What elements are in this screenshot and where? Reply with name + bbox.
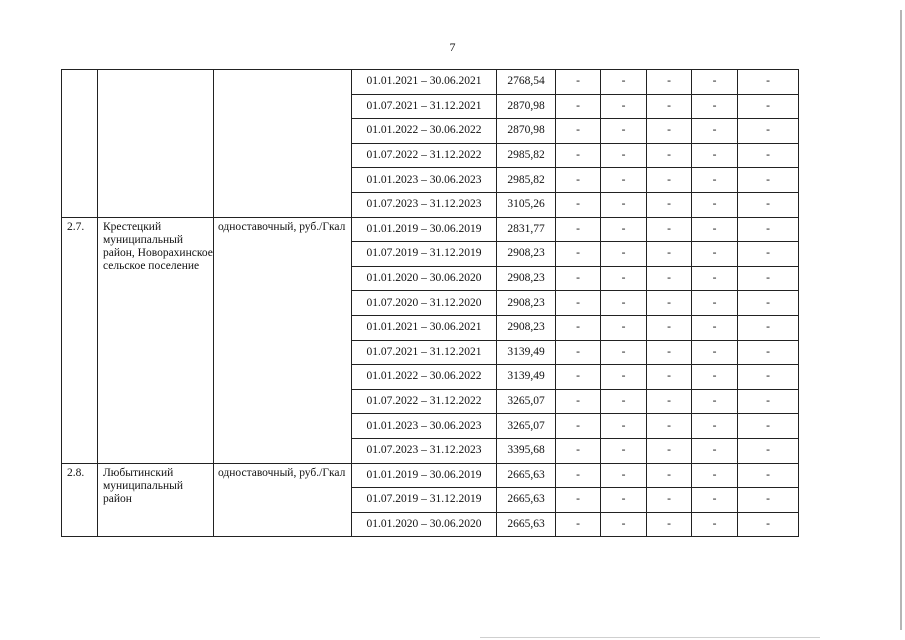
empty-dash-cell: - — [692, 266, 738, 291]
territory-name: Крестецкий муниципальный район, Новорахинское сельское поселение — [98, 217, 214, 463]
empty-dash-cell: - — [601, 315, 647, 340]
period-cell: 01.07.2022 – 31.12.2022 — [352, 143, 497, 168]
tariff-value-cell: 2831,77 — [497, 217, 556, 242]
empty-dash-cell: - — [692, 168, 738, 193]
empty-dash-cell: - — [692, 94, 738, 119]
empty-dash-cell: - — [692, 463, 738, 488]
tariff-value-cell: 2908,23 — [497, 291, 556, 316]
empty-dash-cell: - — [738, 242, 799, 267]
empty-dash-cell: - — [738, 217, 799, 242]
empty-dash-cell: - — [556, 94, 601, 119]
empty-dash-cell: - — [738, 414, 799, 439]
period-cell: 01.01.2019 – 30.06.2019 — [352, 463, 497, 488]
empty-dash-cell: - — [647, 168, 692, 193]
tariff-value-cell: 2665,63 — [497, 512, 556, 537]
empty-dash-cell: - — [556, 217, 601, 242]
period-cell: 01.01.2022 – 30.06.2022 — [352, 119, 497, 144]
empty-dash-cell: - — [692, 365, 738, 390]
scan-bottom-artifact — [480, 637, 820, 638]
period-cell: 01.07.2023 – 31.12.2023 — [352, 192, 497, 217]
empty-dash-cell: - — [556, 119, 601, 144]
period-cell: 01.07.2023 – 31.12.2023 — [352, 438, 497, 463]
tariff-value-cell: 2665,63 — [497, 463, 556, 488]
empty-dash-cell: - — [601, 119, 647, 144]
empty-dash-cell: - — [647, 389, 692, 414]
empty-dash-cell: - — [647, 414, 692, 439]
page-number: 7 — [449, 40, 456, 54]
empty-dash-cell: - — [692, 389, 738, 414]
empty-dash-cell: - — [692, 143, 738, 168]
tariff-value-cell: 3139,49 — [497, 365, 556, 390]
empty-dash-cell: - — [738, 168, 799, 193]
tariff-value-cell: 2985,82 — [497, 168, 556, 193]
empty-dash-cell: - — [647, 119, 692, 144]
empty-dash-cell: - — [556, 315, 601, 340]
period-cell: 01.01.2023 – 30.06.2023 — [352, 168, 497, 193]
tariff-value-cell: 2870,98 — [497, 94, 556, 119]
empty-dash-cell: - — [647, 291, 692, 316]
empty-dash-cell: - — [601, 168, 647, 193]
empty-dash-cell: - — [738, 291, 799, 316]
period-cell: 01.07.2019 – 31.12.2019 — [352, 242, 497, 267]
empty-dash-cell: - — [738, 315, 799, 340]
empty-dash-cell: - — [556, 192, 601, 217]
empty-dash-cell: - — [601, 94, 647, 119]
empty-dash-cell: - — [647, 192, 692, 217]
empty-dash-cell: - — [556, 414, 601, 439]
empty-dash-cell: - — [601, 438, 647, 463]
period-cell: 01.01.2023 – 30.06.2023 — [352, 414, 497, 439]
tariff-value-cell: 2908,23 — [497, 266, 556, 291]
empty-dash-cell: - — [738, 340, 799, 365]
empty-dash-cell: - — [556, 438, 601, 463]
empty-dash-cell: - — [556, 389, 601, 414]
period-cell: 01.01.2022 – 30.06.2022 — [352, 365, 497, 390]
empty-dash-cell: - — [692, 340, 738, 365]
empty-dash-cell: - — [738, 438, 799, 463]
empty-dash-cell: - — [647, 463, 692, 488]
empty-dash-cell: - — [738, 70, 799, 95]
period-cell: 01.07.2019 – 31.12.2019 — [352, 488, 497, 513]
empty-dash-cell: - — [601, 340, 647, 365]
empty-dash-cell: - — [556, 291, 601, 316]
empty-dash-cell: - — [738, 119, 799, 144]
empty-dash-cell: - — [556, 365, 601, 390]
empty-dash-cell: - — [601, 242, 647, 267]
empty-dash-cell: - — [601, 192, 647, 217]
tariff-value-cell: 2985,82 — [497, 143, 556, 168]
empty-dash-cell: - — [601, 488, 647, 513]
empty-dash-cell: - — [601, 365, 647, 390]
empty-dash-cell: - — [601, 512, 647, 537]
empty-dash-cell: - — [601, 70, 647, 95]
tariff-value-cell: 3139,49 — [497, 340, 556, 365]
tariff-value-cell: 3265,07 — [497, 414, 556, 439]
item-number: 2.8. — [62, 463, 98, 537]
period-cell: 01.07.2021 – 31.12.2021 — [352, 340, 497, 365]
empty-dash-cell: - — [692, 192, 738, 217]
empty-dash-cell: - — [601, 291, 647, 316]
period-cell: 01.01.2020 – 30.06.2020 — [352, 512, 497, 537]
empty-dash-cell: - — [738, 266, 799, 291]
empty-dash-cell: - — [738, 463, 799, 488]
tariff-value-cell: 3395,68 — [497, 438, 556, 463]
empty-dash-cell: - — [692, 217, 738, 242]
empty-dash-cell: - — [556, 512, 601, 537]
table-row — [62, 217, 799, 242]
empty-dash-cell: - — [647, 438, 692, 463]
empty-dash-cell: - — [556, 143, 601, 168]
period-cell: 01.01.2021 – 30.06.2021 — [352, 315, 497, 340]
tariff-kind: одноставочный, руб./Гкал — [214, 463, 352, 537]
empty-dash-cell: - — [647, 242, 692, 267]
empty-dash-cell: - — [601, 414, 647, 439]
empty-dash-cell: - — [692, 512, 738, 537]
empty-dash-cell: - — [692, 488, 738, 513]
empty-dash-cell: - — [647, 143, 692, 168]
empty-dash-cell: - — [647, 340, 692, 365]
empty-dash-cell: - — [647, 70, 692, 95]
empty-dash-cell: - — [647, 217, 692, 242]
empty-dash-cell: - — [692, 70, 738, 95]
empty-dash-cell: - — [692, 315, 738, 340]
empty-dash-cell: - — [738, 143, 799, 168]
item-number: 2.7. — [62, 217, 98, 463]
table-row — [62, 70, 799, 95]
empty-dash-cell: - — [738, 389, 799, 414]
empty-dash-cell: - — [601, 463, 647, 488]
table-row — [62, 463, 799, 488]
empty-dash-cell: - — [692, 119, 738, 144]
empty-dash-cell: - — [738, 192, 799, 217]
empty-dash-cell: - — [556, 340, 601, 365]
tariff-value-cell: 2665,63 — [497, 488, 556, 513]
period-cell: 01.07.2021 – 31.12.2021 — [352, 94, 497, 119]
tariff-kind — [214, 70, 352, 218]
period-cell: 01.01.2020 – 30.06.2020 — [352, 266, 497, 291]
empty-dash-cell: - — [601, 389, 647, 414]
tariff-value-cell: 2908,23 — [497, 315, 556, 340]
period-cell: 01.07.2022 – 31.12.2022 — [352, 389, 497, 414]
period-cell: 01.07.2020 – 31.12.2020 — [352, 291, 497, 316]
tariff-value-cell: 3265,07 — [497, 389, 556, 414]
period-cell: 01.01.2019 – 30.06.2019 — [352, 217, 497, 242]
territory-name: Любытинский муниципальный район — [98, 463, 214, 537]
tariff-value-cell: 3105,26 — [497, 192, 556, 217]
tariff-table — [61, 69, 799, 537]
empty-dash-cell: - — [647, 365, 692, 390]
empty-dash-cell: - — [738, 365, 799, 390]
empty-dash-cell: - — [692, 242, 738, 267]
empty-dash-cell: - — [738, 488, 799, 513]
empty-dash-cell: - — [647, 266, 692, 291]
tariff-kind: одноставочный, руб./Гкал — [214, 217, 352, 463]
empty-dash-cell: - — [601, 217, 647, 242]
empty-dash-cell: - — [601, 266, 647, 291]
empty-dash-cell: - — [647, 315, 692, 340]
empty-dash-cell: - — [647, 94, 692, 119]
empty-dash-cell: - — [556, 266, 601, 291]
item-number — [62, 70, 98, 218]
empty-dash-cell: - — [738, 512, 799, 537]
empty-dash-cell: - — [556, 168, 601, 193]
tariff-value-cell: 2768,54 — [497, 70, 556, 95]
period-cell: 01.01.2021 – 30.06.2021 — [352, 70, 497, 95]
scan-edge-artifact — [900, 10, 902, 630]
empty-dash-cell: - — [556, 463, 601, 488]
tariff-value-cell: 2870,98 — [497, 119, 556, 144]
empty-dash-cell: - — [692, 438, 738, 463]
empty-dash-cell: - — [601, 143, 647, 168]
territory-name — [98, 70, 214, 218]
empty-dash-cell: - — [692, 414, 738, 439]
empty-dash-cell: - — [556, 488, 601, 513]
empty-dash-cell: - — [556, 242, 601, 267]
empty-dash-cell: - — [647, 488, 692, 513]
empty-dash-cell: - — [692, 291, 738, 316]
tariff-value-cell: 2908,23 — [497, 242, 556, 267]
empty-dash-cell: - — [738, 94, 799, 119]
empty-dash-cell: - — [647, 512, 692, 537]
empty-dash-cell: - — [556, 70, 601, 95]
